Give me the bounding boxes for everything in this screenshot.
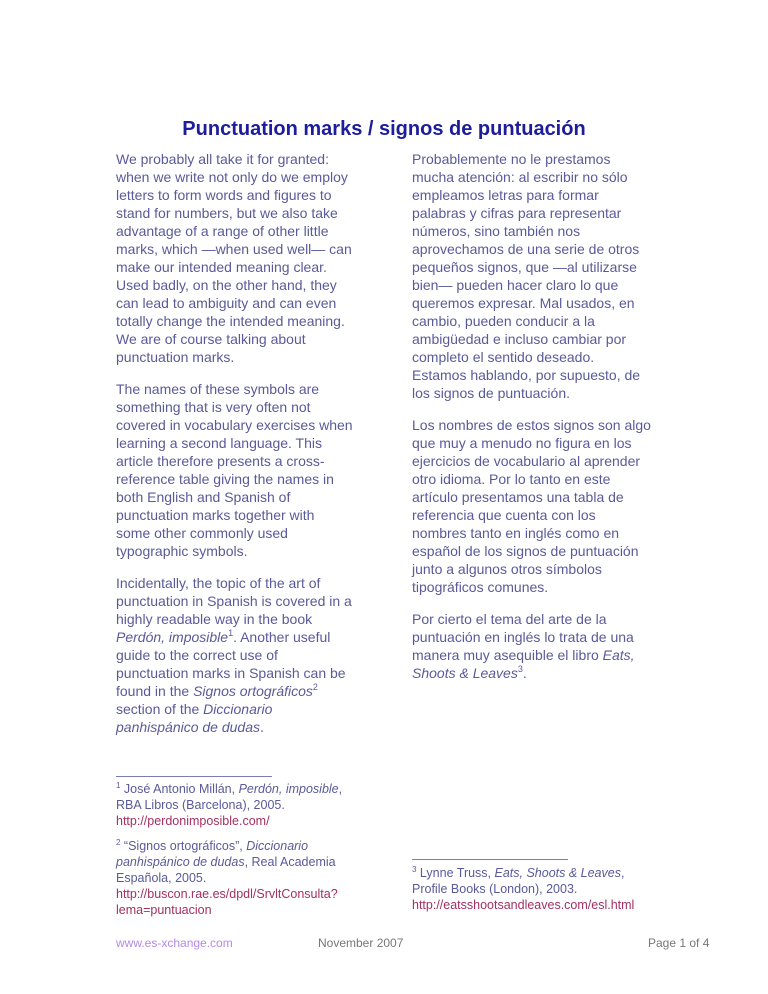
text-line (412, 434, 697, 452)
text-line (412, 258, 697, 276)
text-line (116, 348, 401, 366)
text: Probablemente no le prestamos (412, 151, 611, 167)
page-title: Punctuation marks / signos de puntuación (182, 118, 586, 140)
text-line (412, 204, 697, 222)
text-line (116, 330, 401, 348)
reference-link[interactable]: http://perdonimposible.com/ (116, 814, 270, 828)
text-line (412, 664, 697, 682)
english-column (116, 150, 401, 750)
italic-title: Diccionario (203, 701, 273, 717)
text: Estamos hablando, por supuesto, de (412, 367, 641, 383)
text-line (116, 854, 416, 870)
text-line (116, 574, 401, 592)
text-line (116, 434, 401, 452)
italic-title: Perdón, imposible (116, 629, 229, 645)
text: Used badly, on the other hand, they (116, 277, 337, 293)
text: bien— pueden hacer claro lo que (412, 277, 619, 293)
text-line (412, 542, 697, 560)
italic-title: panhispánico de dudas (116, 719, 261, 735)
text-line (116, 628, 401, 646)
text: highly readable way in the book (116, 611, 313, 627)
footnote-reference[interactable]: 3 (517, 664, 523, 674)
text: , Real Academia (244, 855, 336, 869)
reference-link[interactable]: http://eatsshootsandleaves.com/esl.html (412, 898, 635, 912)
footnote-reference[interactable]: 1 (228, 628, 234, 638)
footnote-reference[interactable]: 2 (312, 682, 318, 692)
text-line (116, 700, 401, 718)
text: “Signos ortográficos”, (120, 839, 247, 853)
text-line (116, 488, 401, 506)
text-line (412, 240, 697, 258)
text: something that is very often not (116, 399, 311, 415)
footnote-1 (116, 781, 416, 829)
text-line (412, 897, 712, 913)
text-line (116, 168, 401, 186)
text: Incidentally, the topic of the art of (116, 575, 321, 591)
paragraph (412, 610, 697, 682)
footer-date: November 2007 (318, 936, 404, 950)
text-line (116, 797, 416, 813)
text-line (116, 646, 401, 664)
text: . (260, 719, 264, 735)
text-line (116, 781, 416, 797)
text: covered in vocabulary exercises when (116, 417, 353, 433)
text-line (116, 222, 401, 240)
text: artículo presentamos una tabla de (412, 489, 624, 505)
text: letters to form words and figures to (116, 187, 332, 203)
text: punctuation marks together with (116, 507, 315, 523)
footnote-reference[interactable]: 3 (412, 865, 417, 874)
text: RBA Libros (Barcelona), 2005. (116, 798, 285, 812)
text-line (412, 294, 697, 312)
text-line (116, 524, 401, 542)
text: The names of these symbols are (116, 381, 320, 397)
text-line (412, 186, 697, 204)
text: puntuación en inglés lo trata de una (412, 629, 634, 645)
text: manera muy asequible el libro (412, 647, 603, 663)
text: totally change the intended meaning. (116, 313, 345, 329)
italic-title: Shoots & Leaves (412, 665, 518, 681)
text: section of the (116, 701, 204, 717)
text-line (116, 610, 401, 628)
text-line (116, 258, 401, 276)
text: found in the (116, 683, 194, 699)
paragraph (116, 574, 401, 736)
text-line (412, 452, 697, 470)
text-line (116, 542, 401, 560)
text-line (116, 902, 416, 918)
paragraph (116, 380, 401, 560)
text: queremos expresar. Mal usados, en (412, 295, 635, 311)
text-line (116, 186, 401, 204)
italic-title: Diccionario (246, 839, 309, 853)
footnote-reference[interactable]: 1 (116, 781, 121, 790)
text-line (116, 416, 401, 434)
text: marks, which —when used well— can (116, 241, 352, 257)
paragraph (116, 150, 401, 366)
text-line (116, 240, 401, 258)
text-line (412, 488, 697, 506)
text-line (412, 506, 697, 524)
footnote-reference[interactable]: 2 (116, 838, 121, 847)
reference-link[interactable]: http://buscon.rae.es/dpdl/SrvltConsulta? (116, 887, 338, 901)
footnote-separator (116, 776, 272, 777)
text: some other commonly used (116, 525, 288, 541)
text: We probably all take it for granted: (116, 151, 329, 167)
text: when we write not only do we employ (116, 169, 348, 185)
text: Lynne Truss, (416, 866, 495, 880)
footnote-separator (412, 859, 568, 860)
text-line (116, 380, 401, 398)
italic-title: Eats, Shoots & Leaves (494, 866, 621, 880)
text: stand for numbers, but we also take (116, 205, 338, 221)
italic-title: Eats, (602, 647, 635, 663)
text-line (116, 813, 416, 829)
text-line (116, 204, 401, 222)
text-line (412, 881, 712, 897)
spanish-column (412, 150, 697, 696)
text-line (116, 870, 416, 886)
text: can lead to ambiguity and can even (116, 295, 337, 311)
text: que muy a menudo no figura en los (412, 435, 632, 451)
footer-page-number: Page 1 of 4 (648, 936, 710, 950)
italic-title: panhispánico de dudas (116, 855, 245, 869)
text-line (116, 150, 401, 168)
text: empleamos letras para formar (412, 187, 599, 203)
italic-title: Perdón, imposible (238, 782, 339, 796)
text: aprovechamos de una serie de otros (412, 241, 640, 257)
text-line (412, 416, 697, 434)
text: pequeños signos, que —al utilizarse (412, 259, 637, 275)
text-line (116, 398, 401, 416)
text: junto a algunos otros símbolos (412, 561, 602, 577)
text: punctuation in Spanish is covered in a (116, 593, 352, 609)
footer-website-link[interactable]: www.es-xchange.com (116, 936, 233, 950)
text-line (116, 592, 401, 610)
text-line (412, 578, 697, 596)
text-line (412, 610, 697, 628)
text-line (412, 524, 697, 542)
text: completo el sentido deseado. (412, 349, 595, 365)
text: both English and Spanish of (116, 489, 291, 505)
text: cambio, pueden conducir a la (412, 313, 595, 329)
text-line (412, 150, 697, 168)
text: español de los signos de puntuación (412, 543, 639, 559)
text-line (412, 312, 697, 330)
text: Los nombres de estos signos son algo (412, 417, 651, 433)
text-line (116, 664, 401, 682)
text: . (522, 665, 527, 681)
text: guide to the correct use of (116, 647, 278, 663)
text: , (620, 866, 625, 880)
text: article therefore presents a cross- (116, 453, 325, 469)
text: punctuation marks. (116, 349, 235, 365)
text-line (412, 865, 712, 881)
text-line (116, 838, 416, 854)
text-line (412, 646, 697, 664)
text-line (412, 560, 697, 578)
text: learning a second language. This (116, 435, 323, 451)
text: tipográficos comunes. (412, 579, 549, 595)
paragraph (412, 416, 697, 596)
text-line (412, 384, 697, 402)
text-line (116, 886, 416, 902)
text: advantage of a range of other little (116, 223, 329, 239)
text: José Antonio Millán, (120, 782, 239, 796)
text: ejercicios de vocabulario al aprender (412, 453, 641, 469)
text-line (116, 294, 401, 312)
text-line (116, 682, 401, 700)
reference-link[interactable]: lema=puntuacion (116, 903, 212, 917)
footnote-2 (116, 838, 416, 918)
text-line (116, 276, 401, 294)
text: Profile Books (London), 2003. (412, 882, 578, 896)
text-line (412, 276, 697, 294)
text: ambigüedad e incluso cambiar por (412, 331, 627, 347)
italic-title: Signos ortográficos (193, 683, 313, 699)
text: nombres tanto en inglés como en (412, 525, 620, 541)
text-line (412, 470, 697, 488)
footnote-3 (412, 865, 712, 913)
text: palabras y cifras para representar (412, 205, 622, 221)
text-line (412, 222, 697, 240)
paragraph (412, 150, 697, 402)
text-line (412, 348, 697, 366)
text: . Another useful (233, 629, 331, 645)
text-line (116, 452, 401, 470)
text-line (116, 718, 401, 736)
text: reference table giving the names in (116, 471, 334, 487)
text-line (412, 628, 697, 646)
text: los signos de puntuación. (412, 385, 570, 401)
text: referencia que cuenta con los (412, 507, 596, 523)
text: Española, 2005. (116, 871, 207, 885)
text: typographic symbols. (116, 543, 248, 559)
text: Por cierto el tema del arte de la (412, 611, 607, 627)
text-line (412, 366, 697, 384)
text: make our intended meaning clear. (116, 259, 327, 275)
text: números, sino también nos (412, 223, 581, 239)
text: We are of course talking about (116, 331, 306, 347)
text-line (412, 168, 697, 186)
text: otro idioma. Por lo tanto en este (412, 471, 611, 487)
text: , (338, 782, 343, 796)
text-line (412, 330, 697, 348)
text-line (116, 506, 401, 524)
text: mucha atención: al escribir no sólo (412, 169, 628, 185)
text-line (116, 470, 401, 488)
text: punctuation marks in Spanish can be (116, 665, 346, 681)
text-line (116, 312, 401, 330)
